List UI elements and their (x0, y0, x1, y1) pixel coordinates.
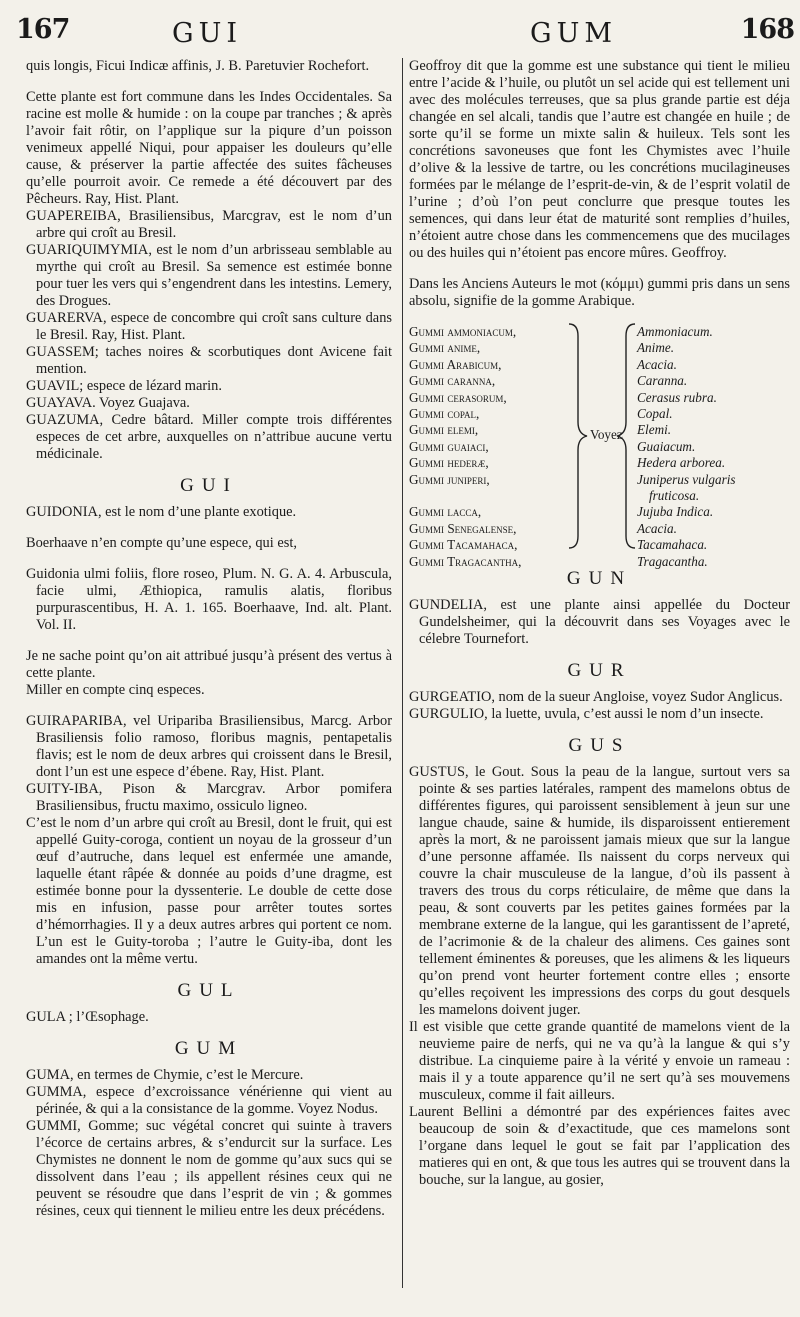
section-heading-gul: GUL (177, 980, 241, 1001)
gummi-names-list (409, 324, 574, 570)
left-curly-brace (615, 322, 637, 550)
guidonia-species: Guidonia ulmi foliis, flore roseo, Plum. N. G. A. 4. Arbuscula, facie ulmi, Æthiopica, ramulis alatis, floribus purpurascentibus, H. A. 1. 165. Boerhaave, Ind. alt. Plant. Vol. II. (26, 566, 392, 633)
voyez-label: Voyez (590, 427, 623, 442)
gummi-target: Copal. (637, 406, 673, 422)
gummi-target: Elemi. (637, 422, 672, 438)
gummi-target: Anime. (637, 340, 674, 356)
entry-guidonia: GUIDONIA, est le nom d’une plante exotique. (26, 504, 297, 520)
entry-gurgeatio: GURGEATIO, nom de la sueur Angloise, voyez Sudor Anglicus. (409, 689, 783, 705)
entry-gurgulio: GURGULIO, la luette, uvula, c’est aussi le nom d’un insecte. (409, 706, 764, 722)
right-page-number: 168 (740, 14, 794, 45)
guidonia-virtues: Je ne sache point qu’on ait attribué jusqu’à présent des vertus à cette plante. (26, 648, 392, 681)
gummi-target: Acacia. (637, 520, 677, 536)
entry-gummi: GUMMI, Gomme; suc végétal concret qui suinte à travers l’écorce de certains arbres, & s’endurcit sur la surface. Les Chymistes ne donnent le nom de gomme qu’aux sucs qui se dissolvent dans l’eau ; ils appellent résines ceux qui ne peuvent se résoudre que dans l’esprit de vin ; & gommes résines, ceux qui tiennent le milieu entre les deux précédens. (26, 1118, 392, 1219)
entry-gula: GULA ; l’Œsophage. (26, 1009, 149, 1025)
gummi-target: Cerasus rubra. (637, 389, 717, 405)
gummi-name: Gummi caranna, (409, 373, 496, 389)
left-page-number: 167 (16, 14, 70, 45)
gummi-name: Gummi copal, (409, 406, 480, 422)
gummi-name: Gummi ammoniacum, (409, 324, 517, 339)
gummi-cross-reference-table (409, 320, 790, 569)
entry-paretuvier-description: Cette plante est fort commune dans les Indes Occidentales. Sa racine est molle & humide : on la coupe par tranches ; & après l’avoir fait rôtir, on l’applique sur la piqure d’un poisson venimeux appellé Niqui, pour appaiser les douleurs qu’elle cause, & préserver la partie affectée des suites fâcheuses qu’elle pourroit avoir. Ce remede a été découvert par des Pêcheurs. Ray, Hist. Plant. (26, 89, 392, 207)
entry-guapereiba: GUAPEREIBA, Brasiliensibus, Marcgrav, est le nom d’un arbre qui croît au Bresil. (26, 208, 392, 241)
gummi-target: Tragacantha. (637, 553, 708, 569)
gummi-target: Juniperus vulgaris (637, 471, 736, 487)
page-header (0, 6, 800, 49)
section-heading-gum: GUM (174, 1038, 244, 1059)
section-heading-gur: GUR (567, 660, 632, 681)
gummi-name: Gummi Tacamahaca, (409, 537, 518, 553)
gummi-name-spacer (409, 488, 574, 504)
gummi-target: Caranna. (637, 373, 688, 389)
entry-gustus: GUSTUS, le Gout. Sous la peau de la langue, surtout vers sa pointe & ses parties latérales, rampent des mamelons obtus de différentes figures, qui paroissent sensiblement à jeun sur une langue chaude, saine & humide, ils disparoissent entierement après la mort, & ne paroissent jamais mieux que sur la langue d’une personne affamée. Ils naissent du corps nerveux qui couvre la chair musculeuse de la langue, d’où ils passent à travers des trous du corps réticulaire, de même que dans la peau, & sont couverts par les petites gaines formées par la membrane externe de la langue, qui les garantissent de l’apreté, de l’acrimonie & de la chaleur des alimens. Ces gaines sont tellement éminentes & poreuses, que les alimens & les liqueurs qu’on prend vont heurter fortement contre elles ; ensorte qu’elles reçoivent les impressions des corps du gout desquels les mamelons doivent juger. (409, 764, 790, 1018)
section-heading-gus: GUS (568, 735, 631, 756)
left-column (26, 58, 392, 1293)
gummi-target: fruticosa. (649, 488, 700, 504)
gustus-bellini: Laurent Bellini a démontré par des expériences faites avec beaucoup de soin & d’exactitude, que ces mamelons sont l’organe dans lequel le gout se fait par l’application des matieres qui en ont, & que tous les autres qui se trouvent dans la bouche, sur la langue, au gosier, (409, 1104, 790, 1188)
gummi-name: Gummi lacca, (409, 504, 482, 520)
entry-gundelia: GUNDELIA, est une plante ainsi appellée du Docteur Gundelsheimer, qui la découvrit dans ses Voyages avec le célebre Tournefort. (409, 597, 790, 647)
gummi-name: Gummi Tragacantha, (409, 553, 522, 569)
gummi-geoffroy-paragraph: Geoffroy dit que la gomme est une substance qui tient le milieu entre l’acide & l’huile, ou plutôt un sel acide qui est tellement uni avec des molécules terreuses, que sa plus grande partie est déja changée en sel alcali, tandis que l’autre est changée en huile ; de sorte qu’il se forme un mixte salin & huileux. Tels sont les concrétions savoneuses que font les Chymistes avec l’huile d’olive & la lessive de tartre, ou les concrétions mucilagineuses formées par le mélange de l’esprit-de-vin, & de l’esprit volatil de l’urine ; d’où l’on peut conclurre que presque toutes les semences, qui dans leur état de maturité sont remplies d’huiles, n’étoient autre chose dans les commencemens que des mucilages ou des huiles qui n’étoient pas encore mûres. Geoffroy. (409, 58, 790, 261)
gummi-target: Jujuba Indica. (637, 504, 714, 520)
entry-guarerva: GUARERVA, espece de concombre qui croît sans culture dans le Bresil. Ray, Hist. Plant. (26, 310, 392, 343)
entry-guity-iba: GUITY-IBA, Pison & Marcgrav. Arbor pomifera Brasiliensibus, fructu maximo, ossiculo ligneo. (26, 781, 392, 814)
gummi-target: Tacamahaca. (637, 537, 708, 553)
gummi-ancient-authors: Dans les Anciens Auteurs le mot (κόμμι) gummi pris dans un sens absolu, signifie de la gomme Arabique. (409, 276, 790, 309)
guidonia-species-intro: Boerhaave n’en compte qu’une espece, qui est, (26, 535, 297, 551)
entry-guassem: GUASSEM; taches noires & scorbutiques dont Avicene fait mention. (26, 344, 392, 377)
right-guide-word: GUM (530, 18, 617, 49)
gummi-target: Guaiacum. (637, 438, 696, 454)
gummi-name: Gummi cerasorum, (409, 389, 507, 405)
entry-guma: GUMA, en termes de Chymie, c’est le Mercure. (26, 1067, 304, 1083)
gummi-name: Gummi guaiaci, (409, 438, 489, 454)
gummi-name: Gummi Arabicum, (409, 356, 502, 372)
entry-guayava: GUAYAVA. Voyez Guajava. (26, 395, 190, 411)
guidonia-miller: Miller en compte cinq especes. (26, 682, 205, 698)
gummi-name: Gummi elemi, (409, 422, 479, 438)
gustus-nerves: Il est visible que cette grande quantité de mamelons vient de la neuvieme paire de nerfs, qui ne va qu’à la langue & qui s’y distribue. La cinquieme paire à la vérité y envoie un rameau : mais il y a toute apparence qu’il ne sert qu’à ses mouvemens musculeux, comme il fait ailleurs. (409, 1019, 790, 1103)
section-heading-gun: GUN (566, 568, 633, 589)
gummi-name: Gummi Senegalense, (409, 520, 517, 536)
right-column (409, 58, 790, 1293)
gummi-target: Hedera arborea. (637, 455, 726, 471)
section-heading-gui: GUI (180, 475, 238, 496)
entry-guirapariba: GUIRAPARIBA, vel Uripariba Brasiliensibus, Marcg. Arbor Brasiliensis folio ramoso, floribus magnis, pentapetalis flavis; est le nom de deux arbres qui croissent dans le Bresil, dont l’un est une espece d’ébene. Ray, Hist. Plant. (26, 713, 392, 780)
entry-guavil: GUAVIL; espece de lézard marin. (26, 378, 222, 394)
right-curly-brace (567, 322, 589, 550)
gummi-targets-list (637, 324, 787, 570)
gummi-name: Gummi anime, (409, 340, 481, 356)
gummi-name: Gummi juniperi, (409, 471, 490, 487)
gummi-name: Gummi hederæ, (409, 455, 489, 471)
left-guide-word: GUI (172, 18, 242, 49)
entry-guazuma: GUAZUMA, Cedre bâtard. Miller compte trois différentes especes de cet arbre, auxquelles on n’attribue aucune vertu médicinale. (26, 412, 392, 462)
entry-gumma: GUMMA, espece d’excroissance vénérienne qui vient au périnée, & qui a la consistance de la gomme. Voyez Nodus. (26, 1084, 392, 1117)
entry-guariquimymia: GUARIQUIMYMIA, est le nom d’un arbrisseau semblable au myrthe qui croît au Bresil. Sa semence est estimée bonne pour tuer les vers qui s’engendrent dans les intestins. Lemery, des Drogues. (26, 242, 392, 309)
column-divider (402, 58, 403, 1288)
gummi-target: Acacia. (637, 356, 677, 372)
gummi-target: Ammoniacum. (637, 324, 713, 339)
entry-paretuvier-end: quis longis, Ficui Indicæ affinis, J. B. Paretuvier Rochefort. (26, 58, 370, 74)
guity-iba-description: C’est le nom d’un arbre qui croît au Bresil, dont le fruit, qui est appellé Guity-coroga, contient un noyau de la grosseur d’un œuf d’autruche, dans lequel est enfermée une amande, laquelle étant râpée & donnée au poids d’une dragme, est estimée bonne pour la dyssenterie. Le double de cette dose mis en infusion, passe pour arrêter toutes sortes d’hémorrhagies. Il y a deux autres arbres qui portent ce nom. L’un est le Guity-toroba ; l’autre le Guity-iba, dont les amandes ont la même vertu. (26, 815, 392, 967)
